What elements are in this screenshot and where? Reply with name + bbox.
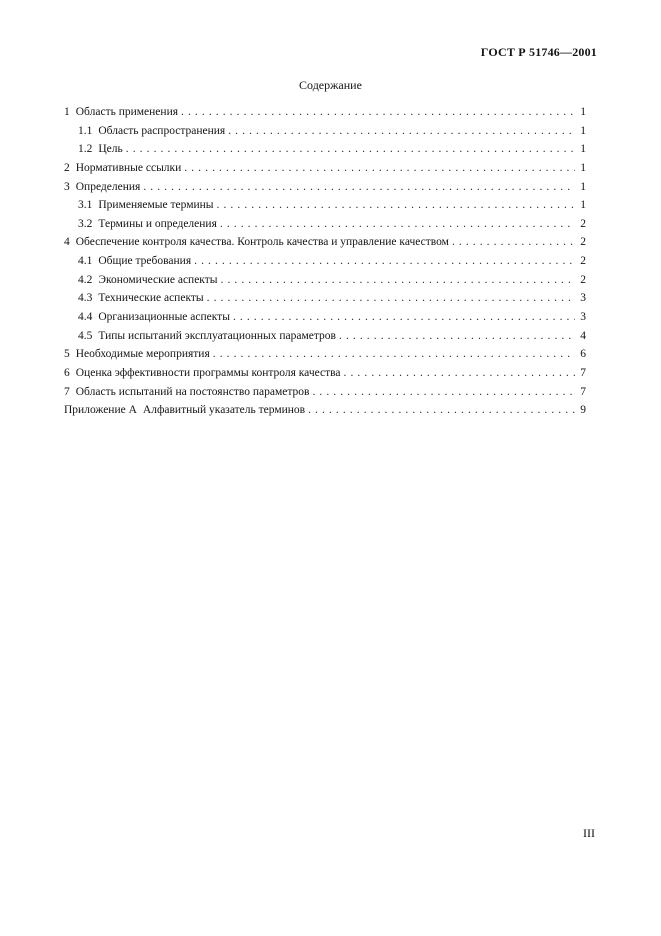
toc-entry-number: 1.2 bbox=[78, 143, 93, 156]
toc-entry[interactable] bbox=[64, 271, 586, 290]
toc-entry-label: Экономические аспекты bbox=[98, 273, 218, 286]
toc-entry[interactable] bbox=[64, 401, 586, 420]
toc-entry-page: 2 bbox=[580, 217, 586, 230]
toc-entry-page: 9 bbox=[580, 404, 586, 417]
toc-entry[interactable] bbox=[64, 364, 586, 383]
table-of-contents bbox=[64, 103, 586, 420]
toc-entry-page: 3 bbox=[580, 311, 586, 324]
toc-dot-leader bbox=[143, 178, 575, 197]
toc-entry-number: 7 bbox=[64, 385, 70, 398]
toc-entry-label: Технические аспекты bbox=[98, 292, 204, 305]
toc-entry-label: Область испытаний на постоянство параметров bbox=[75, 385, 310, 398]
toc-dot-leader bbox=[312, 383, 575, 402]
toc-entry[interactable] bbox=[64, 252, 586, 271]
toc-entry-number: 4.5 bbox=[78, 329, 93, 342]
toc-entry[interactable] bbox=[64, 327, 586, 346]
toc-dot-leader bbox=[213, 345, 575, 364]
toc-dot-leader bbox=[194, 252, 575, 271]
toc-entry-label: Алфавитный указатель терминов bbox=[142, 404, 306, 417]
toc-entry-page: 4 bbox=[580, 329, 586, 342]
toc-entry-number: Приложение А bbox=[64, 404, 137, 417]
toc-entry-label: Область распространения bbox=[98, 124, 226, 137]
toc-entry-label: Область применения bbox=[75, 106, 179, 118]
toc-entry-label: Термины и определения bbox=[98, 217, 217, 230]
toc-entry-page: 2 bbox=[580, 236, 586, 249]
page-number: III bbox=[583, 826, 595, 840]
toc-entry-label: Типы испытаний эксплуатационных параметров bbox=[98, 329, 336, 342]
toc-entry[interactable] bbox=[64, 140, 586, 159]
toc-dot-leader bbox=[181, 103, 575, 122]
toc-dot-leader bbox=[452, 233, 575, 252]
toc-entry-number: 3.1 bbox=[78, 199, 93, 212]
toc-entry[interactable] bbox=[64, 233, 586, 252]
toc-entry[interactable] bbox=[64, 289, 586, 308]
toc-entry-number: 2 bbox=[64, 161, 70, 174]
toc-dot-leader bbox=[228, 122, 575, 141]
toc-entry-number: 4 bbox=[64, 236, 70, 249]
toc-entry-number: 6 bbox=[64, 366, 70, 379]
toc-entry-page: 1 bbox=[580, 124, 586, 137]
toc-entry[interactable] bbox=[64, 178, 586, 197]
toc-entry-number: 5 bbox=[64, 348, 70, 361]
toc-entry-number: 3 bbox=[64, 180, 70, 193]
toc-entry-number: 3.2 bbox=[78, 217, 93, 230]
toc-entry-label: Определения bbox=[75, 180, 141, 193]
toc-entry[interactable] bbox=[64, 103, 586, 122]
toc-entry-number: 4.4 bbox=[78, 311, 93, 324]
toc-entry-page: 1 bbox=[580, 143, 586, 156]
toc-entry[interactable] bbox=[64, 308, 586, 327]
toc-entry-label: Нормативные ссылки bbox=[75, 161, 182, 174]
toc-dot-leader bbox=[184, 159, 575, 178]
toc-entry-page: 7 bbox=[580, 385, 586, 398]
toc-dot-leader bbox=[221, 271, 576, 290]
toc-entry-page: 6 bbox=[580, 348, 586, 361]
toc-dot-leader bbox=[220, 215, 575, 234]
toc-entry-page: 1 bbox=[580, 180, 586, 193]
toc-entry-label: Общие требования bbox=[98, 255, 192, 268]
toc-entry-number: 4.1 bbox=[78, 255, 93, 268]
toc-dot-leader bbox=[126, 140, 575, 159]
toc-entry[interactable] bbox=[64, 215, 586, 234]
toc-entry-page: 1 bbox=[580, 199, 586, 212]
toc-entry[interactable] bbox=[64, 345, 586, 364]
toc-entry-label: Необходимые мероприятия bbox=[75, 348, 210, 361]
toc-entry-number: 1 bbox=[64, 106, 70, 118]
toc-dot-leader bbox=[308, 401, 575, 420]
toc-entry-page: 1 bbox=[580, 106, 586, 118]
toc-dot-leader bbox=[339, 327, 575, 346]
toc-entry-page: 2 bbox=[580, 273, 586, 286]
toc-dot-leader bbox=[344, 364, 575, 383]
toc-entry-page: 2 bbox=[580, 255, 586, 268]
toc-entry-label: Цель bbox=[98, 143, 123, 156]
document-standard-id: ГОСТ Р 51746—2001 bbox=[480, 45, 597, 59]
toc-dot-leader bbox=[207, 289, 575, 308]
toc-entry[interactable] bbox=[64, 159, 586, 178]
toc-entry-label: Применяемые термины bbox=[98, 199, 214, 212]
toc-dot-leader bbox=[233, 308, 575, 327]
toc-entry-label: Организационные аспекты bbox=[98, 311, 230, 324]
toc-entry-label: Оценка эффективности программы контроля качества bbox=[75, 366, 341, 379]
toc-entry-label: Обеспечение контроля качества. Контроль качества и управление качеством bbox=[75, 236, 449, 249]
toc-entry[interactable] bbox=[64, 383, 586, 402]
toc-entry-number: 4.2 bbox=[78, 273, 93, 286]
toc-entry-page: 7 bbox=[580, 366, 586, 379]
toc-entry[interactable] bbox=[64, 196, 586, 215]
toc-entry-number: 1.1 bbox=[78, 124, 93, 137]
toc-entry[interactable] bbox=[64, 122, 586, 141]
toc-dot-leader bbox=[217, 196, 575, 215]
toc-title: Содержание bbox=[299, 78, 362, 92]
toc-entry-page: 3 bbox=[580, 292, 586, 305]
toc-entry-number: 4.3 bbox=[78, 292, 93, 305]
toc-entry-page: 1 bbox=[580, 161, 586, 174]
